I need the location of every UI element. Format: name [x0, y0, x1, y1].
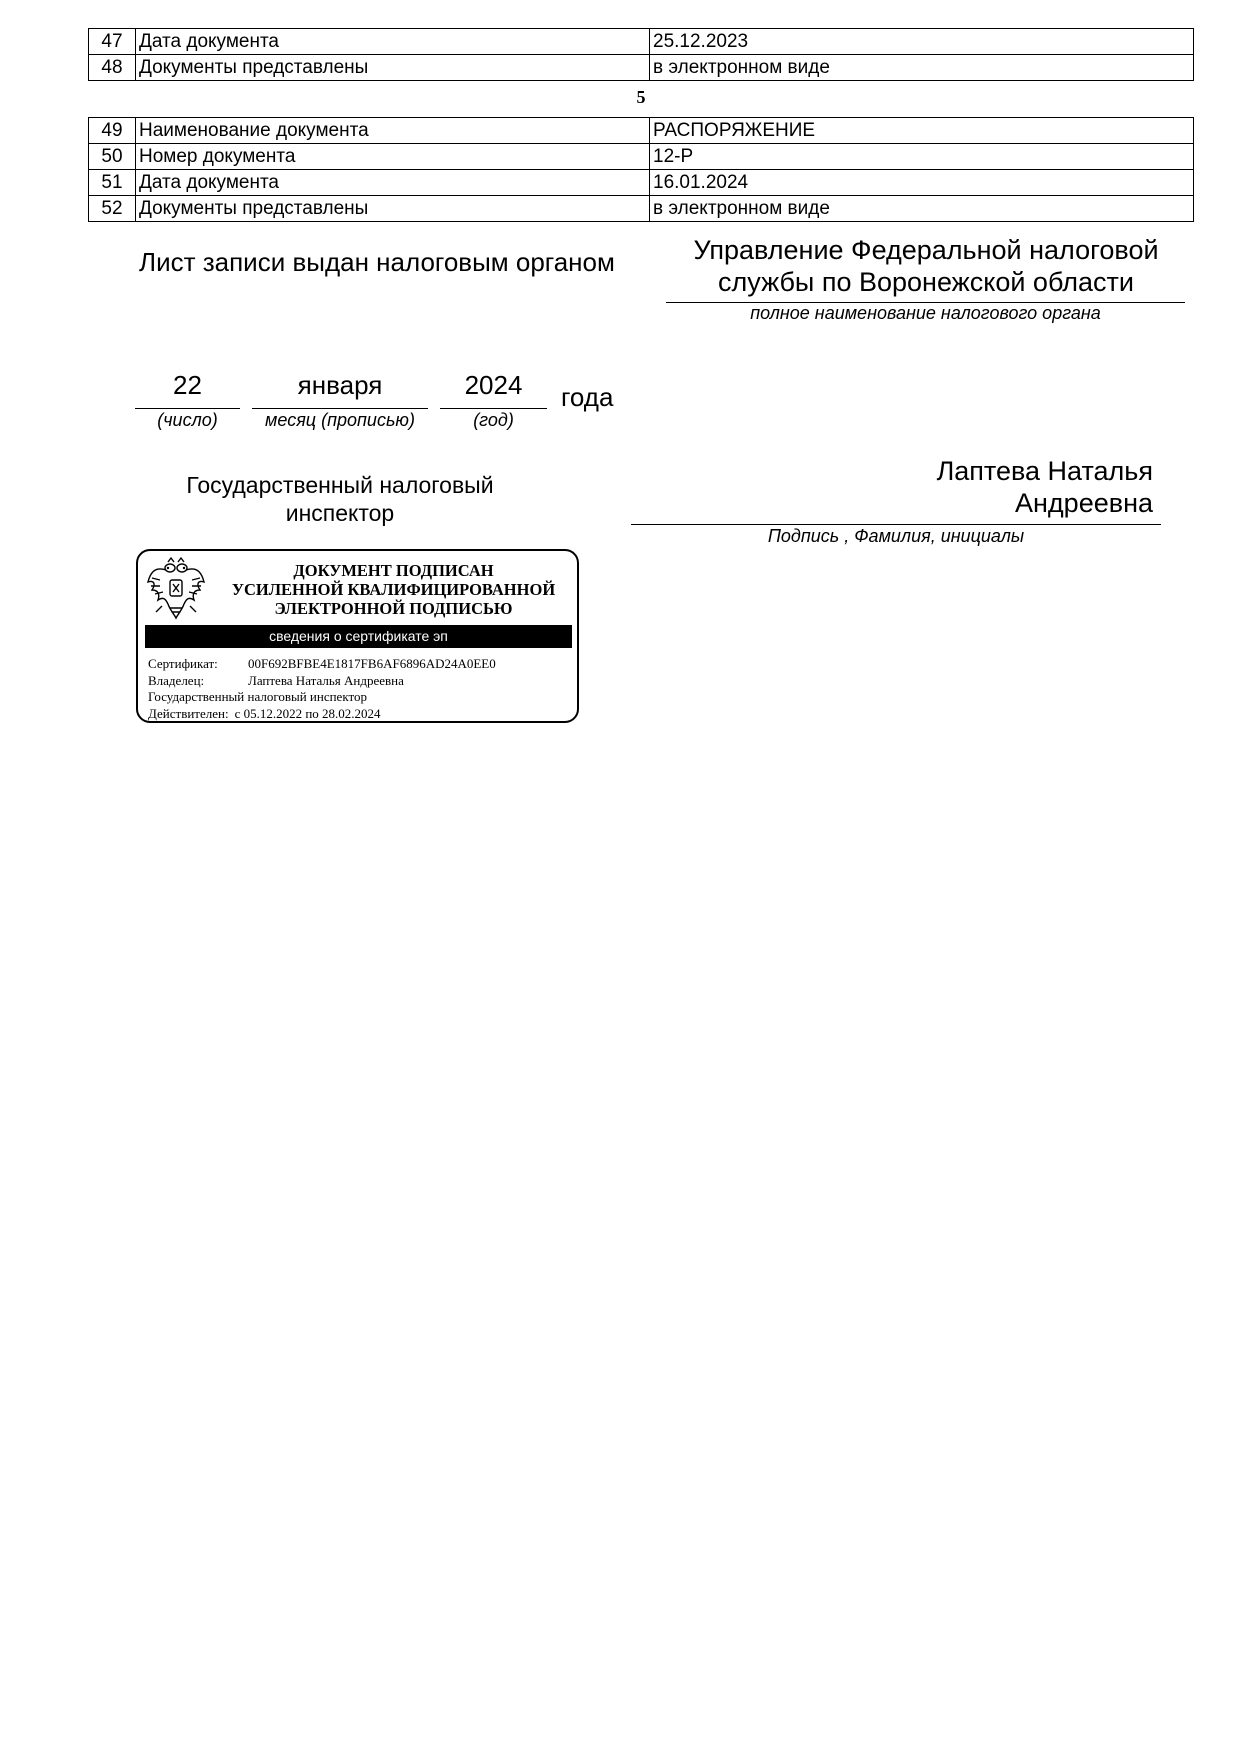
stamp-title-line: ЭЛЕКТРОННОЙ ПОДПИСЬЮ	[274, 599, 513, 618]
date-year-caption: (год)	[473, 410, 514, 430]
row-value: РАСПОРЯЖЕНИЕ	[650, 118, 1194, 144]
signer-name	[800, 455, 1153, 519]
validity-value: с 05.12.2022 по 28.02.2024	[234, 705, 381, 721]
date-suffix: года	[561, 382, 614, 412]
row-label: Номер документа	[136, 144, 650, 170]
signer-position-line: инспектор	[285, 500, 395, 526]
certificate-details	[148, 656, 568, 722]
certificate-info-bar: сведения о сертификате эп	[145, 625, 572, 648]
row-number: 49	[89, 118, 136, 144]
page-number: 5	[636, 87, 646, 107]
coat-of-arms-icon	[146, 556, 206, 620]
stamp-title	[216, 561, 571, 618]
registry-table-top	[88, 28, 1194, 81]
electronic-signature-stamp	[136, 549, 579, 723]
table-row	[89, 144, 1194, 170]
tax-authority-line: службы по Воронежской области	[718, 267, 1134, 297]
registry-table-bottom	[88, 117, 1194, 222]
signer-name-line: Андреевна	[1015, 488, 1153, 518]
table-row	[89, 170, 1194, 196]
row-number: 47	[89, 29, 136, 55]
row-value: 12-Р	[650, 144, 1194, 170]
stamp-title-line: ДОКУМЕНТ ПОДПИСАН	[293, 561, 494, 580]
row-label: Наименование документа	[136, 118, 650, 144]
owner-label: Владелец:	[148, 672, 205, 688]
tax-authority-line: Управление Федеральной налоговой	[693, 235, 1159, 265]
table-row	[89, 118, 1194, 144]
date-year: 2024	[464, 370, 523, 400]
owner-position: Государственный налоговый инспектор	[148, 689, 367, 704]
row-number: 51	[89, 170, 136, 196]
stamp-title-line: УСИЛЕННОЙ КВАЛИФИЦИРОВАННОЙ	[231, 580, 556, 599]
row-label: Дата документа	[136, 170, 650, 196]
row-value: 16.01.2024	[650, 170, 1194, 196]
issued-by-label: Лист записи выдан налоговым органом	[139, 247, 615, 277]
row-number: 52	[89, 196, 136, 222]
certificate-row	[148, 656, 568, 673]
row-number: 48	[89, 55, 136, 81]
certificate-value: 00F692BFBE4E1817FB6AF6896AD24A0EE0	[248, 656, 496, 671]
table-row	[89, 196, 1194, 222]
table-row	[89, 55, 1194, 81]
tax-authority-caption: полное наименование налогового органа	[750, 303, 1101, 323]
table-row	[89, 29, 1194, 55]
signer-position-line: Государственный налоговый	[186, 472, 494, 498]
date-month-underline	[252, 408, 428, 409]
date-day-caption: (число)	[157, 410, 218, 430]
row-value: в электронном виде	[650, 196, 1194, 222]
date-day-underline	[135, 408, 240, 409]
date-day: 22	[173, 370, 202, 400]
owner-row	[148, 673, 568, 690]
row-value: в электронном виде	[650, 55, 1194, 81]
row-label: Документы представлены	[136, 55, 650, 81]
date-year-underline	[440, 408, 547, 409]
validity-label: Действителен:	[148, 705, 229, 721]
row-label: Дата документа	[136, 29, 650, 55]
validity-row	[148, 706, 568, 723]
signature-underline	[631, 524, 1161, 525]
signer-name-line: Лаптева Наталья	[936, 456, 1153, 486]
date-month-caption: месяц (прописью)	[265, 410, 415, 430]
certificate-label: Сертификат:	[148, 656, 218, 671]
row-number: 50	[89, 144, 136, 170]
owner-position-row	[148, 689, 568, 706]
row-value: 25.12.2023	[650, 29, 1194, 55]
row-label: Документы представлены	[136, 196, 650, 222]
tax-authority-name	[666, 234, 1186, 298]
signer-position	[160, 471, 520, 527]
owner-value: Лаптева Наталья Андреевна	[248, 672, 404, 688]
date-month: января	[297, 370, 383, 400]
signature-caption: Подпись , Фамилия, инициалы	[767, 526, 1025, 546]
